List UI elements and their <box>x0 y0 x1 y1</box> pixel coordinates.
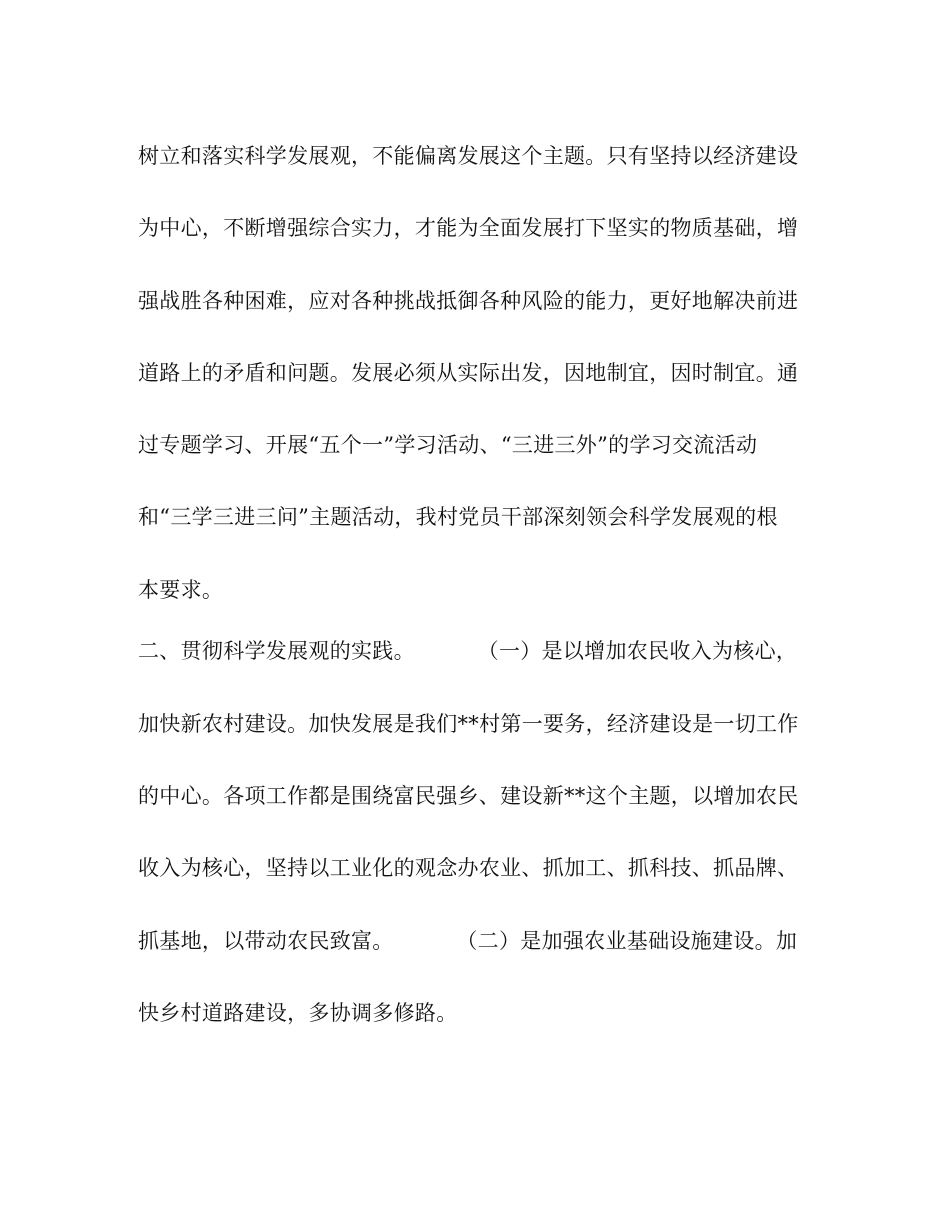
paragraph-line: 本要求。 <box>138 578 224 602</box>
paragraph-line: 过专题学习、开展“五个一”学习活动、“三进三外”的学习交流活动 <box>138 433 758 457</box>
paragraph-line: 树立和落实科学发展观，不能偏离发展这个主题。只有坚持以经济建设 <box>138 144 799 168</box>
paragraph-line: 收入为核心，坚持以工业化的观念办农业、抓加工、抓科技、抓品牌、 <box>138 856 799 880</box>
paragraph-line: 加快新农村建设。加快发展是我们**村第一要务，经济建设是一切工作 <box>138 712 799 736</box>
paragraph-line: 强战胜各种困难，应对各种挑战抵御各种风险的能力，更好地解决前进 <box>138 289 799 313</box>
paragraph-line: 道路上的矛盾和问题。发展必须从实际出发，因地制宜，因时制宜。通 <box>138 361 799 385</box>
section-heading-line: 二、贯彻科学发展观的实践。 （一）是以增加农民收入为核心， <box>138 639 798 663</box>
paragraph-line: 的中心。各项工作都是围绕富民强乡、建设新**这个主题，以增加农民 <box>138 784 799 808</box>
paragraph-line: 抓基地，以带动农民致富。 （二）是加强农业基础设施建设。加 <box>138 929 798 953</box>
paragraph-line: 快乡村道路建设，多协调多修路。 <box>138 1001 458 1025</box>
paragraph-line: 为中心，不断增强综合实力，才能为全面发展打下坚实的物质基础，增 <box>138 216 799 240</box>
paragraph-line: 和“三学三进三问”主题活动，我村党员干部深刻领会科学发展观的根 <box>138 505 778 529</box>
